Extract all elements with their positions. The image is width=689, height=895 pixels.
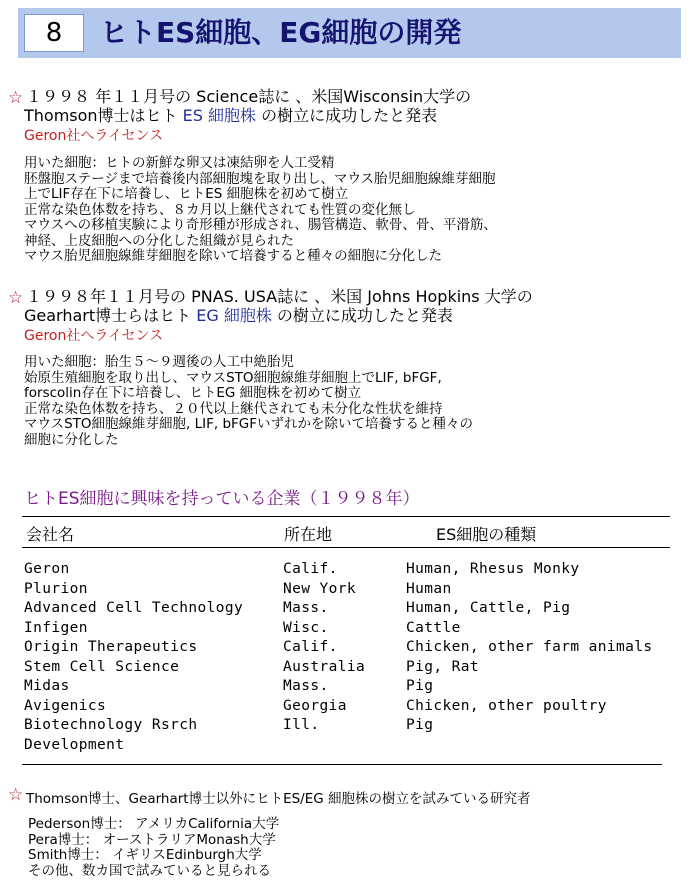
section2-line2-post: の樹立に成功したと発表 [271, 306, 453, 325]
section2-line2 [24, 307, 453, 325]
section1-highlight: ES 細胞株 [182, 106, 257, 125]
company-name: Advanced Cell Technology [24, 600, 244, 616]
company-name: Development [24, 737, 125, 753]
company-location: Ill. [283, 717, 320, 733]
detail-line: 上でLIF存在下に培養し、ヒトES 細胞株を初めて樹立 [24, 186, 349, 202]
detail-line: 胚盤胞ステージまで培養後内部細胞塊を取り出し、マウス胎児細胞線維芽細胞 [24, 170, 496, 187]
company-cell-type: Cattle [406, 620, 461, 636]
section1-line2-pre: Thomson博士はヒト [24, 106, 183, 125]
company-location: Calif. [283, 639, 338, 655]
company-name: Avigenics [24, 698, 107, 714]
company-cell-type: Pig [406, 678, 434, 694]
company-cell-type: Chicken, other poultry [406, 698, 607, 714]
detail-line: マウスへの移植実験により奇形種が形成され、腸管構造、軟骨、骨、平滑筋、 [24, 217, 497, 233]
researcher-line: Pera博士： オーストラリアMonash大学 [28, 831, 276, 848]
table-top-rule [22, 516, 670, 517]
detail-line: forscolin存在下に培養し、ヒトEG 細胞株を初めて樹立 [24, 385, 362, 401]
detail-line: 始原生殖細胞を取り出し、マウスSTO細胞線維芽細胞上でLIF, bFGF, [24, 369, 442, 386]
researchers-list [28, 817, 279, 879]
company-name: Origin Therapeutics [24, 639, 198, 655]
researcher-line: Pederson博士： アメリカCalifornia大学 [28, 816, 280, 832]
section2-details [24, 355, 473, 448]
detail-line: マウス胎児細胞線維芽細胞を除いて培養すると種々の細胞に分化した [24, 248, 443, 264]
detail-line: 細胞に分化した [24, 431, 119, 448]
company-cell-type: Pig, Rat [406, 659, 480, 675]
company-location: Wisc. [283, 620, 329, 636]
researcher-line: その他、数カ国で試みていると見られる [28, 862, 271, 879]
star-icon: ☆ [8, 288, 24, 308]
section1-license: Geron社へライセンス [24, 128, 164, 144]
company-cell-type: Human, Cattle, Pig [406, 600, 571, 616]
section1-line2-post: の樹立に成功したと発表 [256, 106, 438, 125]
detail-line: 正常な染色体数を持ち、８カ月以上継代されても性質の変化無し [24, 201, 416, 218]
table-header-rule [22, 547, 670, 548]
company-cell-type: Human [406, 581, 452, 597]
company-location: Mass. [283, 600, 329, 616]
page-title: ヒトES細胞、EG細胞の開発 [100, 16, 462, 49]
detail-line: マウスSTO細胞線維芽細胞, LIF, bFGFいずれかを除いて培養すると種々の [24, 416, 474, 432]
detail-line: 正常な染色体数を持ち、２０代以上継代されても未分化な性状を維持 [24, 400, 443, 417]
detail-line: 用いた細胞：胎生５～９週後の人工中絶胎児 [24, 354, 294, 370]
company-name: Stem Cell Science [24, 659, 180, 675]
researcher-line: Smith博士： イギリスEdinburgh大学 [28, 847, 262, 863]
companies-heading: ヒトES細胞に興味を持っている企業（１９９８年） [24, 489, 420, 509]
detail-line: 用いた細胞：ヒトの新鮮な卵又は凍結卵を人工受精 [24, 155, 335, 171]
company-location: Australia [283, 659, 366, 675]
slide-number: 8 [24, 14, 84, 52]
company-location: New York [283, 581, 357, 597]
section2-line2-pre: Gearhart博士らはヒト [24, 306, 197, 325]
company-cell-type: Human, Rhesus Monky [406, 561, 580, 577]
company-name: Infigen [24, 620, 88, 636]
title-banner [18, 8, 681, 58]
company-cell-type: Pig [406, 717, 434, 733]
company-name: Plurion [24, 581, 88, 597]
column-header-location: 所在地 [284, 525, 333, 544]
company-name: Midas [24, 678, 70, 694]
section1-line1: １９９８ 年１１月号の Science誌に 、米国Wisconsin大学の [26, 87, 472, 106]
section1-line2 [24, 107, 437, 125]
researchers-heading: Thomson博士、Gearhart博士以外にヒトES/EG 細胞株の樹立を試みている研究者 [26, 791, 531, 807]
column-header-cell-type: ES細胞の種類 [436, 525, 537, 544]
company-name: Geron [24, 561, 70, 577]
section1-details [24, 156, 497, 265]
column-header-company: 会社名 [26, 525, 75, 544]
detail-line: 神経、上皮細胞への分化した組織が見られた [24, 232, 294, 249]
section2-line1: １９９８年１１月号の PNAS. USA誌に 、米国 Johns Hopkins 大学の [26, 287, 533, 306]
star-icon: ☆ [8, 785, 24, 805]
company-location: Georgia [283, 698, 347, 714]
company-location: Mass. [283, 678, 329, 694]
star-icon: ☆ [8, 88, 24, 108]
section2-license: Geron社へライセンス [24, 328, 164, 344]
company-location: Calif. [283, 561, 338, 577]
company-cell-type: Chicken, other farm animals [406, 639, 653, 655]
section2-highlight: EG 細胞株 [196, 306, 272, 325]
table-bottom-rule [22, 764, 662, 765]
company-name: Biotechnology Rsrch [24, 717, 198, 733]
